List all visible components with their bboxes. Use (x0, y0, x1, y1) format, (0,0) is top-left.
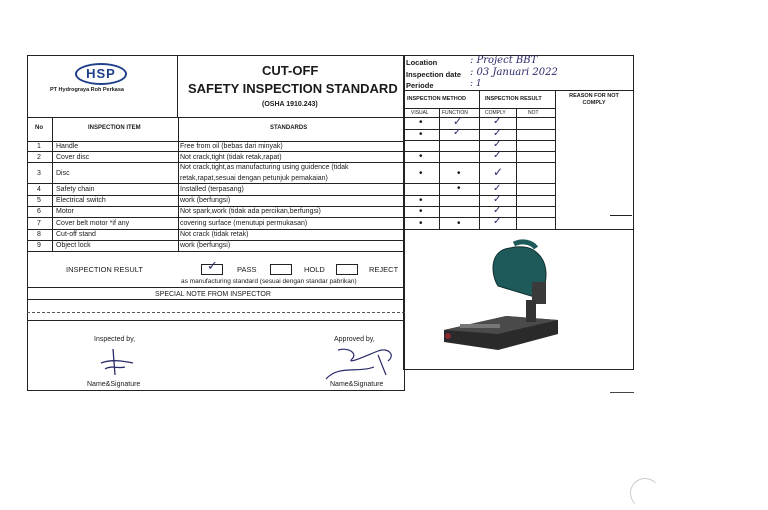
row-standard: Not crack,tight (tidak retak,rapat) (180, 154, 282, 161)
col-reason: REASON FOR NOT COMPLY (569, 93, 619, 107)
inspection-date-value: : 03 Januari 2022 (470, 67, 558, 78)
hold-label: HOLD (304, 265, 325, 274)
visual-dot: • (419, 195, 423, 206)
periode-value: : 1 (470, 79, 482, 89)
row-item: Handle (56, 143, 79, 150)
row-standard: Installed (terpasang) (180, 186, 244, 193)
row-standard-cont: retak,rapat,sesuai dengan petunjuk pemakaian) (180, 175, 328, 182)
visual-dot: • (419, 129, 423, 140)
col-standards: STANDARDS (270, 125, 308, 131)
hold-checkbox[interactable] (270, 264, 292, 275)
row-item: Cover belt motor *if any (56, 220, 130, 227)
visual-dot: • (419, 117, 423, 128)
note-line (27, 312, 405, 313)
visual-dot: • (419, 218, 423, 229)
row-no: 6 (37, 208, 41, 215)
name-signature-right: Name&Signature (330, 381, 384, 388)
comply-check-mark-icon: ✓ (493, 128, 502, 139)
row-standard: Not crack (tidak retak) (180, 231, 249, 238)
reject-checkbox[interactable] (336, 264, 358, 275)
function-dot: • (457, 168, 461, 179)
row-item: Electrical switch (56, 197, 106, 204)
row-standard: Not crack,tight,as manufacturing using guidence (tidak (180, 164, 349, 171)
title-line1: CUT-OFF (262, 63, 319, 78)
cutoff-machine-image (440, 238, 570, 353)
inspection-result-label: INSPECTION RESULT (66, 265, 143, 274)
function-dot: • (457, 218, 461, 229)
function-check-mark-icon: ✓ (453, 115, 463, 128)
corner-mark (630, 478, 660, 508)
col-function: FUNCTION (442, 110, 468, 116)
row-item: Cover disc (56, 154, 90, 161)
row-no: 9 (37, 242, 41, 249)
page-title: SAFETY INSPECTION STANDARD (188, 81, 398, 96)
comply-check-mark-icon: ✓ (493, 165, 504, 179)
comply-check-mark-icon: ✓ (493, 116, 502, 127)
name-signature-left: Name&Signature (87, 381, 141, 388)
periode-label: Periode (406, 81, 434, 90)
visual-dot: • (419, 206, 423, 217)
location-value: : Project BBT (470, 55, 538, 66)
row-standard: Free from oil (bebas dari minyak) (180, 143, 283, 150)
company-logo (75, 63, 127, 85)
col-not: NOT (528, 110, 539, 116)
row-standard: Not spark,work (tidak ada percikan,berfungsi) (180, 208, 321, 215)
function-dot: • (457, 183, 461, 194)
row-standard: work (berfungsi) (180, 242, 231, 249)
special-note-label: SPECIAL NOTE FROM INSPECTOR (155, 291, 271, 298)
comply-check-mark-icon: ✓ (493, 194, 502, 205)
row-item: Safety chain (56, 186, 95, 193)
row-no: 3 (37, 170, 41, 177)
divider-line (610, 392, 634, 393)
result-note: as manufacturing standard (sesuai dengan standar pabrikan) (181, 278, 357, 285)
location-label: Location (406, 58, 438, 67)
col-comply: COMPLY (485, 110, 506, 116)
comply-check-mark-icon: ✓ (493, 150, 502, 161)
col-item: INSPECTION ITEM (88, 125, 141, 131)
reject-label: REJECT (369, 265, 399, 274)
pass-check-mark-icon: ✓ (207, 259, 218, 274)
col-result: INSPECTION RESULT (485, 96, 542, 102)
comply-check-mark-icon: ✓ (493, 183, 502, 194)
row-no: 7 (37, 220, 41, 227)
row-no: 4 (37, 186, 41, 193)
row-no: 1 (37, 143, 41, 150)
logo-text: HSP (86, 66, 116, 81)
col-visual: VISUAL (411, 110, 429, 116)
col-method: INSPECTION METHOD (407, 96, 466, 102)
function-check-mark-icon: ✓ (453, 127, 462, 138)
row-item: Object lock (56, 242, 91, 249)
comply-check-mark-icon: ✓ (493, 139, 502, 150)
title-line3: (OSHA 1910.243) (262, 101, 318, 108)
pass-label: PASS (237, 265, 257, 274)
row-standard: work (berfungsi) (180, 197, 231, 204)
inspected-by-label: Inspected by, (94, 336, 136, 343)
visual-dot: • (419, 168, 423, 179)
row-item: Cut-off stand (56, 231, 96, 238)
visual-dot: • (419, 151, 423, 162)
row-no: 2 (37, 154, 41, 161)
inspector-signature-icon (95, 347, 145, 379)
company-name: PT Hydrograya Roh Perkasa (50, 87, 124, 93)
comply-check-mark-icon: ✓ (493, 216, 502, 227)
row-no: 5 (37, 197, 41, 204)
inspection-date-label: Inspection date (406, 70, 462, 79)
comply-check-mark-icon: ✓ (493, 205, 502, 216)
row-no: 8 (37, 231, 41, 238)
row-item: Disc (56, 170, 70, 177)
row-item: Motor (56, 208, 74, 215)
col-no: No (35, 125, 43, 131)
approver-signature-icon (318, 345, 408, 385)
approved-by-label: Approved by, (334, 336, 375, 343)
row-standard: covering surface (menutupi permukasan) (180, 220, 308, 227)
